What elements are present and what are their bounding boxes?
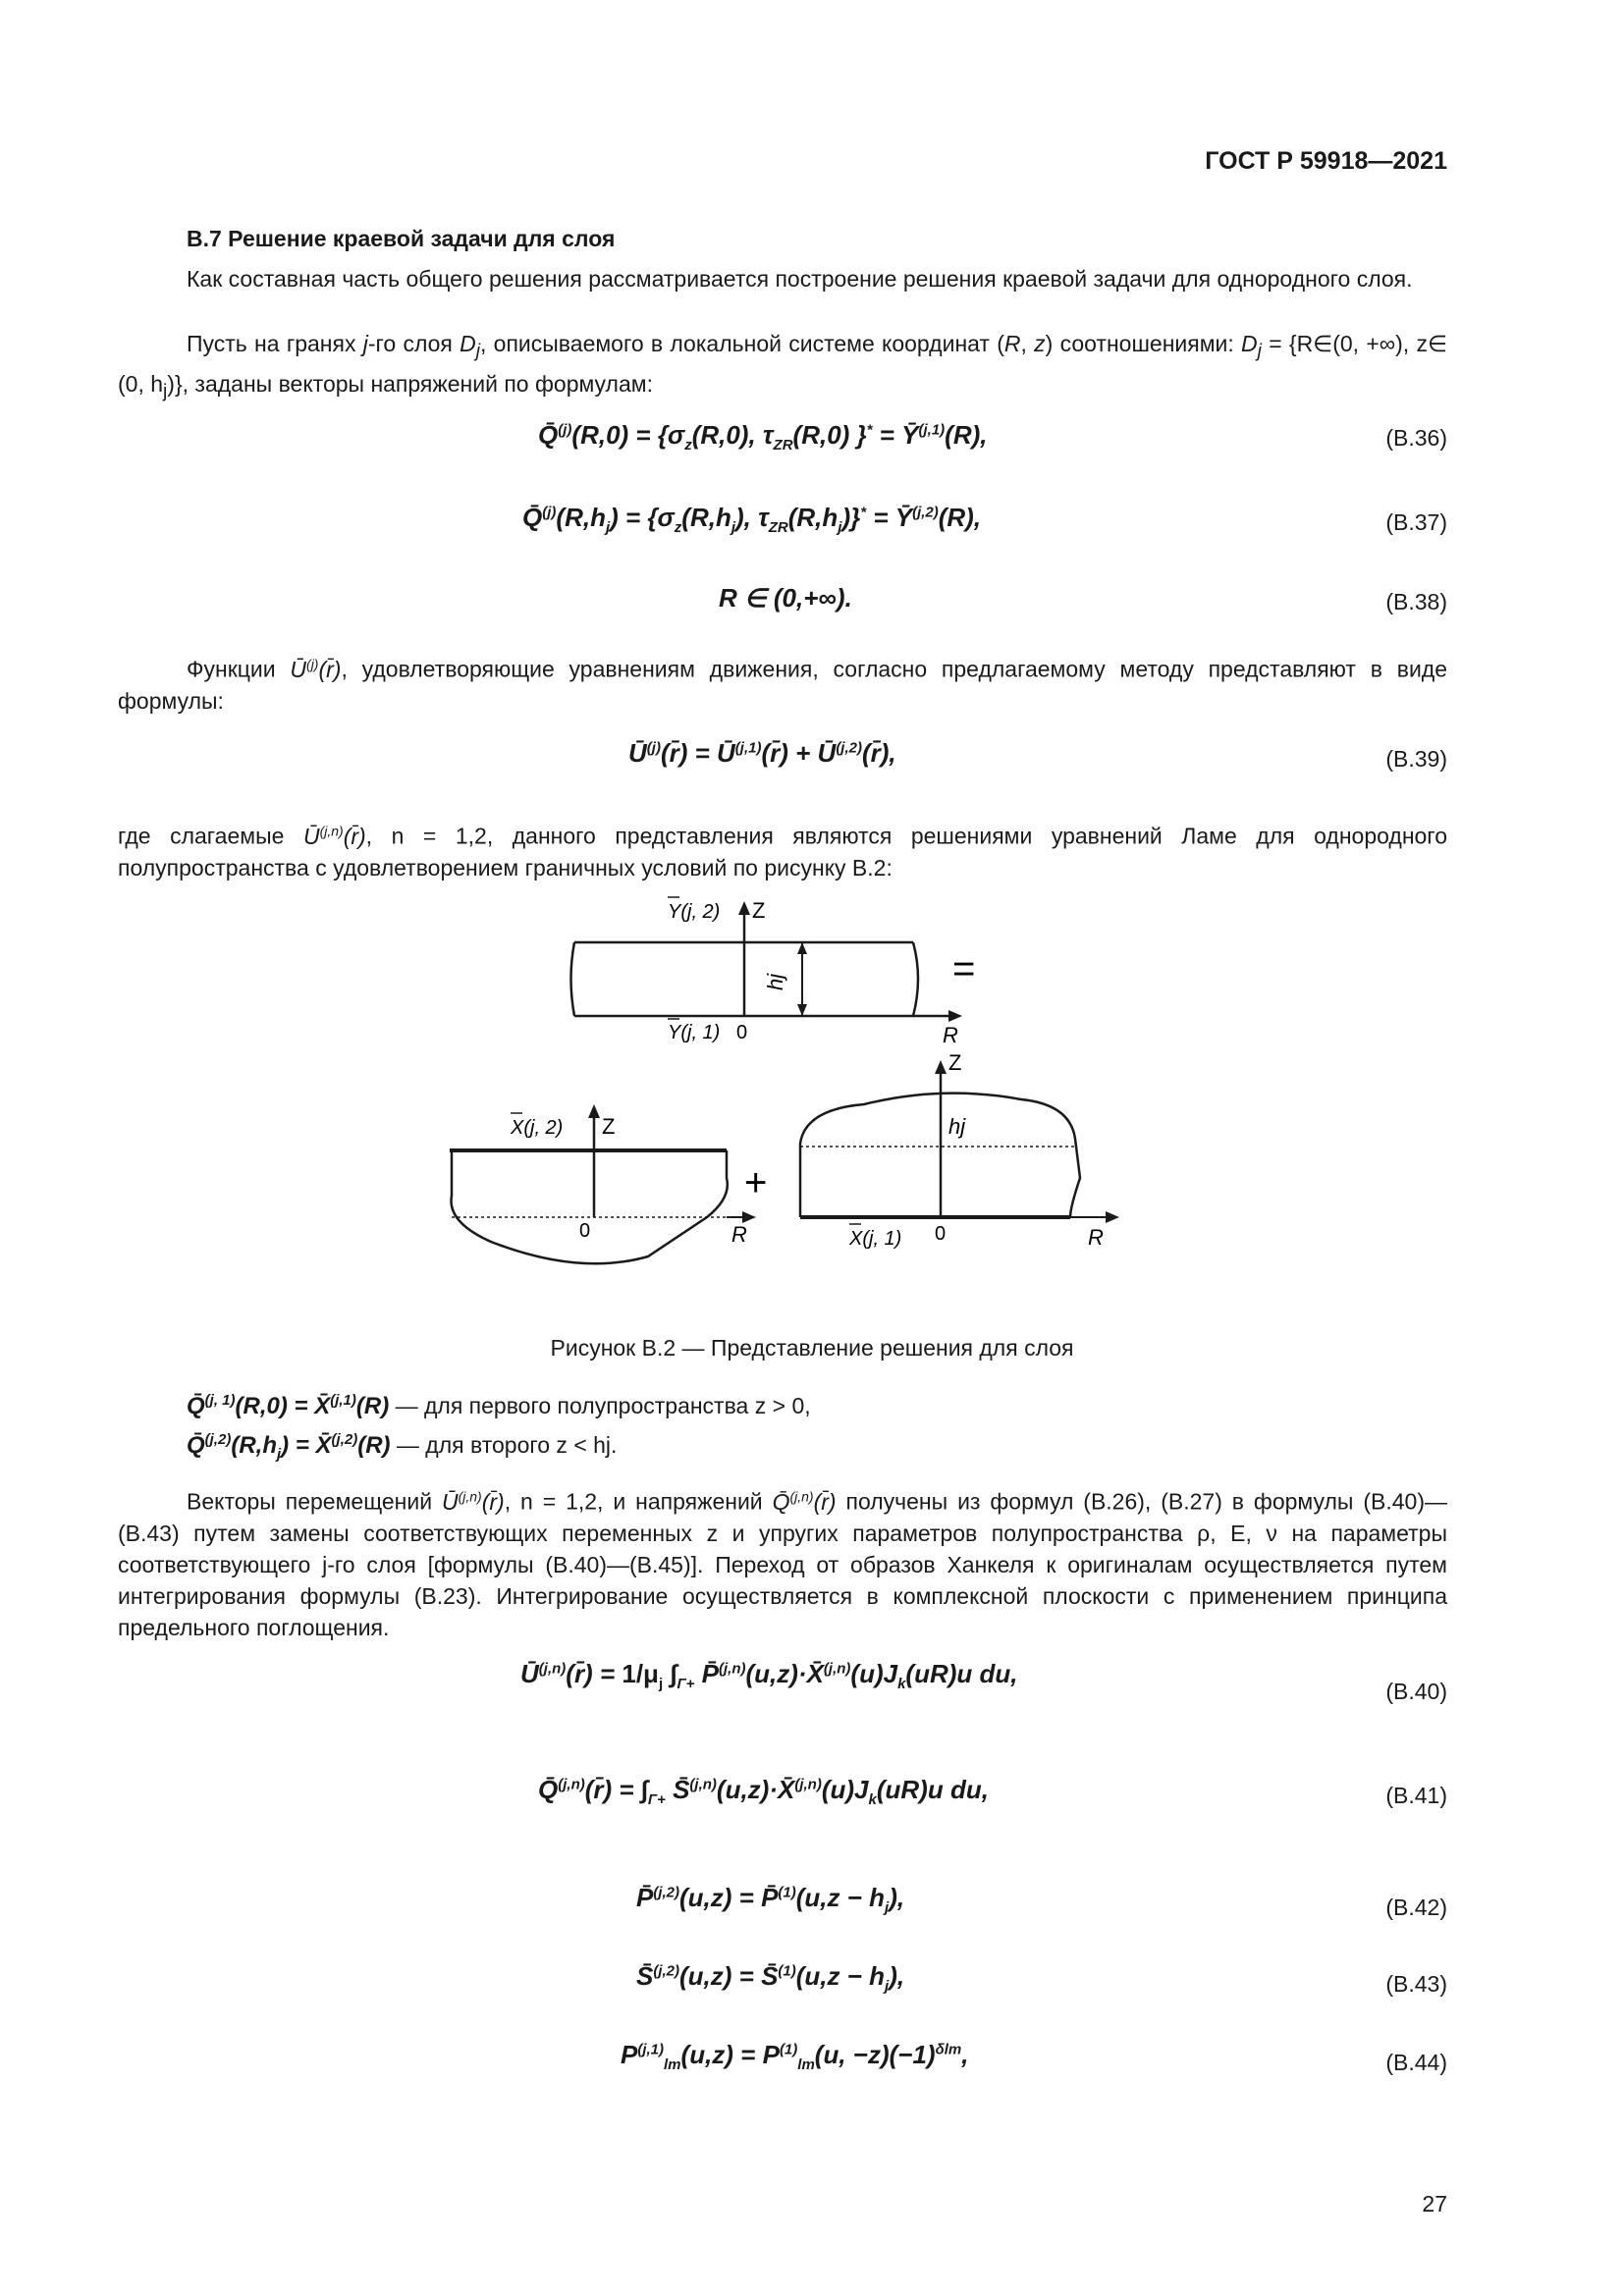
standard-header: ГОСТ Р 59918—2021: [1205, 147, 1447, 175]
formula-b43: S̄$^{(j,2)}$(u,z) = S̄$^{(1)}$(u,z − $h_j$),: [636, 1961, 905, 1996]
equation-number-b43: (В.43): [1385, 1971, 1447, 1997]
label-zero-top: 0: [736, 1022, 748, 1043]
plus-sign: +: [744, 1161, 768, 1204]
formula-b42: P̄$^{(j,2)}$(u,z) = P̄$^{(1)}$(u,z − $h_j$),: [636, 1883, 905, 1917]
equation-number-b39: (В.39): [1385, 746, 1447, 772]
label-y-bottom: Y(j, 1): [668, 1022, 721, 1043]
label-zero-left: 0: [579, 1220, 591, 1242]
formula-b39: Ū$^{(j)}$(r̄) = Ū$^{(j,1)}$(r̄) + Ū$^{(j,2)}$(r̄),: [628, 738, 896, 768]
halfspace-left: [450, 1104, 767, 1263]
figure-b2: [432, 883, 1139, 1306]
label-r-right: R: [1088, 1225, 1104, 1250]
label-x-bottom: X(j, 1): [849, 1228, 902, 1250]
page-number: 27: [1422, 2191, 1447, 2216]
label-y-top: Y(j, 2): [668, 901, 721, 923]
halfspace-right: [800, 1050, 1119, 1250]
z-axis-arrow-icon: [738, 901, 750, 915]
r-axis-arrow-icon: [948, 1010, 962, 1022]
formula-b44: $P^{(j,1)}_{lm}(u,z) = P^{(1)}_{lm}(u$, $-z)(-1)^{\delta lm}$,: [621, 2040, 969, 2074]
equals-sign: =: [952, 947, 976, 990]
equation-number-b42: (В.42): [1385, 1895, 1447, 1920]
label-x-top: X(j, 2): [511, 1117, 564, 1139]
label-hj-right: hj: [948, 1114, 966, 1139]
equation-number-b36: (В.36): [1385, 425, 1447, 451]
paragraph-terms: где слагаемые Ū$^{(j,n)}$(r̄), n = 1,2, данного представления являются решениями уравнений Ламе для однородного полупространства с удовлетворением граничных условий по рисунку В.2:: [118, 823, 1447, 881]
label-z-left: Z: [602, 1114, 616, 1139]
label-z-right: Z: [948, 1050, 962, 1075]
paragraph-faces: Пусть на гранях j-го слоя $D_j$, описываемого в локальной системе координат (R, z) соотношениями: $D_j$ = {R∈(0, +∞), z∈ (0, $h_j$)}, заданы векторы напряжений по формулам:: [118, 331, 1447, 402]
label-z-top: Z: [752, 898, 766, 923]
formula-b37: $Q̄^{(j)}(R,h_j) = \{\sigma_z(R,h_j)$, $\tau_{ZR}(R,h_j)\}^*$ = Ȳ$^{(j,2)}$(R),: [522, 503, 982, 537]
formula-b38: R ∈ (0,+∞).: [719, 583, 852, 613]
equation-number-b41: (В.41): [1385, 1783, 1447, 1808]
section-title: В.7 Решение краевой задачи для слоя: [187, 226, 616, 251]
formula-b40: Ū$^{(j,n)}$(r̄) = $1/\mu_j$ $\int_{\Gamma+}$ $P̄^{(j,n)}(u,z)\cdot X̄^{(j,n)}(u)J_k(uR)u$ du,: [520, 1659, 1018, 1693]
equation-number-b44: (В.44): [1385, 2050, 1447, 2075]
note-first-halfspace: Q̄$^{(j, 1)}$(R,0) = X̄$^{(j,1)}$(R) — для первого полупространства z > 0,: [187, 1392, 811, 1419]
formula-b41: Q̄$^{(j,n)}$(r̄) = $\int_{\Gamma+}$ $S̄^{(j,n)}(u,z)\cdot X̄^{(j,n)}(u)J_k(uR)u$ du,: [538, 1775, 989, 1809]
layer-diagram: [571, 897, 976, 1047]
equation-number-b37: (В.37): [1385, 509, 1447, 535]
label-hj-top: hj: [763, 973, 787, 990]
paragraph-vectors: Векторы перемещений Ū$^{(j,n)}$(r̄), n = 1,2, и напряжений Q̄$^{(j,n)}$(r̄) получены из формул (В.26), (В.27) в формулы (В.40)—(В.43) путем замены соответствующих переменных z и упругих параметров полупространства ρ, E, ν на параметры соответствующего j-го слоя [формулы (В.40)—(В.45)]. Переход от образов Ханкеля к оригиналам осуществляется путем интегрирования формулы (В.23). Интегрирование осуществляется в комплексной плоскости с применением принципа предельного поглощения.: [118, 1488, 1447, 1640]
label-zero-right: 0: [935, 1223, 947, 1245]
equation-number-b40: (В.40): [1385, 1679, 1447, 1704]
paragraph-intro: Как составная часть общего решения рассматривается построение решения краевой задачи для однородного слоя.: [187, 266, 1413, 292]
note-second-halfspace: $Q̄^{(j,2)}(R,h_j)$ = X̄$^{(j,2)}$(R) — для второго z < hj.: [187, 1431, 618, 1463]
figure-caption: Рисунок В.2 — Представление решения для слоя: [550, 1335, 1074, 1361]
equation-number-b38: (В.38): [1385, 589, 1447, 614]
label-r-top: R: [943, 1023, 958, 1047]
paragraph-functions: Функции Ū$^{(j)}$(r̄), удовлетворяющие уравнениям движения, согласно предлагаемому методу представляют в виде формулы:: [118, 656, 1448, 714]
label-r-left: R: [731, 1222, 747, 1247]
formula-b36: Q̄$^{(j)}$(R,0) = {$\sigma_z(R,0)$, $\tau_{ZR}(R,0) \}^*$ = Ȳ$^{(j,1)}$(R),: [538, 420, 988, 454]
